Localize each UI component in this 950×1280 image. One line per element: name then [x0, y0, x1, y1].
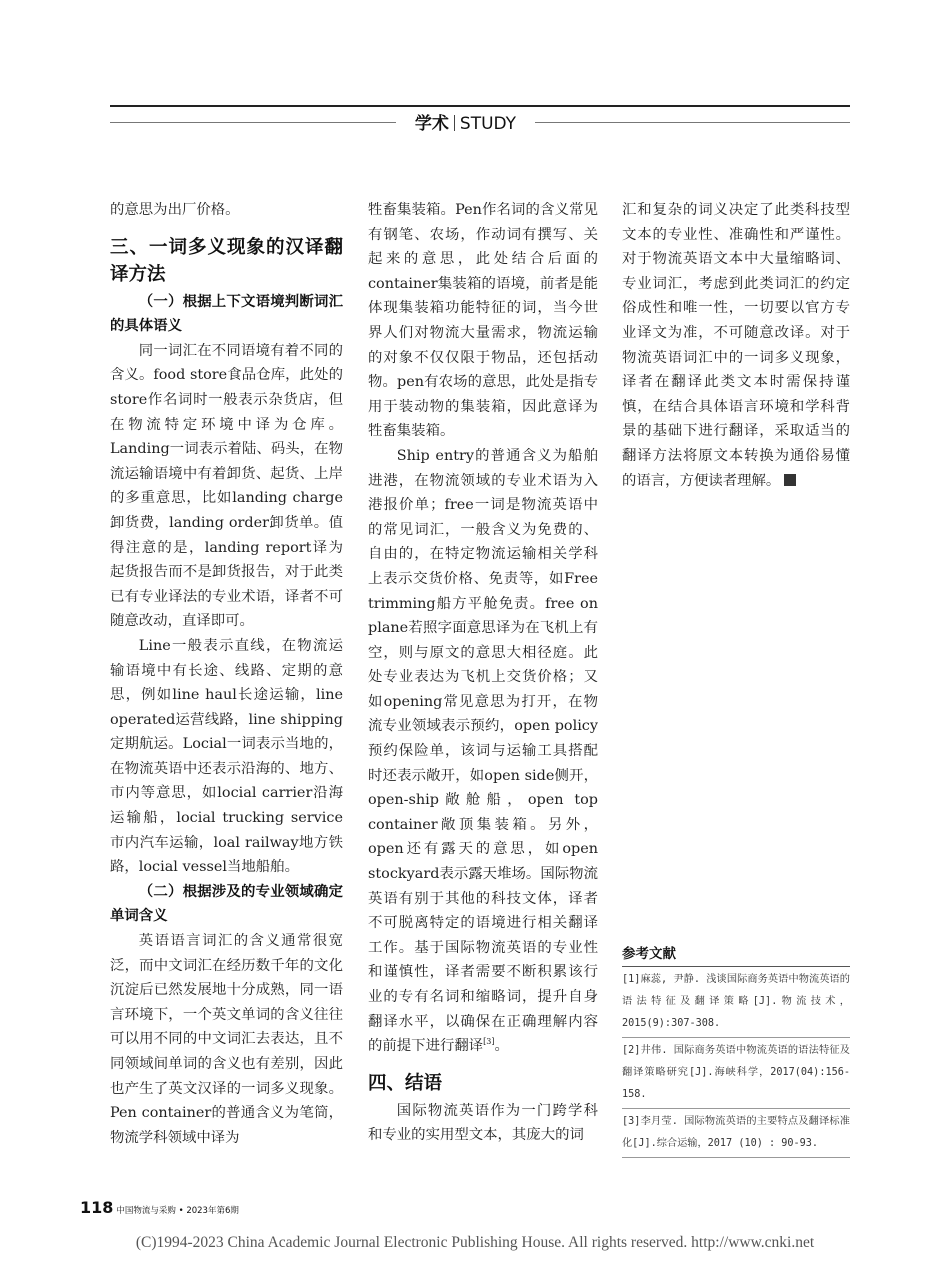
- paragraph: 英语语言词汇的含义通常很宽泛，而中文词汇在经历数千年的文化沉淀后已然发展地十分成熟，同一语言环境下，一个英文单词的含义往往可以用不同的中文词汇去表达，且不同领域间单词的含义也有差别，因此也产生了英文汉译的一词多义现象。Pen container的普通含义为笔筒，物流学科领域中译为: [110, 933, 343, 1146]
- paragraph-end: 。: [494, 1038, 509, 1055]
- section-heading-3: 三、一词多义现象的汉译翻译方法: [110, 236, 343, 285]
- copyright-notice: (C)1994-2023 China Academic Journal Electronic Publishing House. All rights reserved. http://www.cnki.net: [135, 1234, 815, 1251]
- column-3: [622, 198, 850, 498]
- paragraph: 的意思为出厂价格。: [110, 202, 240, 218]
- header-top-rule: [110, 105, 850, 107]
- section-label-en: STUDY: [459, 114, 517, 134]
- column-1: [110, 198, 343, 1163]
- reference-item: [1]麻蕊, 尹静. 浅谈国际商务英语中物流英语的语法特征及翻译策略[J].物流技术，2015(9):307-308.: [622, 967, 850, 1038]
- paragraph: [622, 198, 850, 493]
- paragraph: 同一词汇在不同语境有着不同的含义。food store食品仓库，此处的store作名词时一般表示杂货店，但在物流特定环境中译为仓库。Landing一词表示着陆、码头，在物流运输语境中有着卸货、起货、上岸的多重意思，比如landing charge卸货费，landing order卸货单。值得注意的是，landing report译为起货报告而不是卸货报告，对于此类已有专业译法的专业术语，译者不可随意改动，直译即可。: [110, 342, 343, 630]
- paragraph: Line一般表示直线，在物流运输语境中有长途、线路、定期的意思，例如line haul长途运输，line operated运营线路，line shipping定期航运。Locial一词表示当地的，在物流英语中还表示沿海的、地方、市内等意思，如locial carrier沿海运输船，locial trucking service市内汽车运输，loal railway地方铁路，locial vessel当地船舶。: [110, 637, 343, 876]
- section-label-cn: 学术: [414, 114, 449, 134]
- reference-item: [2]井伟. 国际商务英语中物流英语的语法特征及翻译策略研究[J].海峡科学，2017(04):156-158.: [622, 1038, 850, 1109]
- article-end-icon: [784, 474, 796, 486]
- paragraph-text: 汇和复杂的词义决定了此类科技型文本的专业性、准确性和严谨性。对于物流英语文本中大量缩略词、专业词汇，考虑到此类词汇的约定俗成性和唯一性，一切要以官方专业译文为准，不可随意改译。对于物流英语词汇中的一词多义现象，译者在翻译此类文本时需保持谨慎，在结合具体语言环境和学科背景的基础下进行翻译，采取适当的翻译方法将原文本转换为通俗易懂的语言，方便读者理解。: [622, 202, 850, 489]
- references-title: 参考文献: [622, 942, 850, 967]
- header-rule-right: [535, 122, 850, 123]
- section-header: [396, 109, 535, 134]
- citation-ref: [3]: [483, 1037, 495, 1047]
- paragraph-text: Ship entry的普通含义为船舶进港，在物流领域的专业术语为入港报价单；free一词是物流英语中的常见词汇，一般含义为免费的、自由的，在特定物流运输相关学科上表示交货价格、免责等，如Free trimming船方平舱免责。free on plane若照字面意思译为在飞机上有空，则与原文的意思大相径庭。此处专业表达为飞机上交货价格；又如opening常见意思为打开，在物流专业领域表示预约，open policy预约保险单，该词与运输工具搭配时还表示敞开，如open side侧开，open-ship敞舱船，open top container敞顶集装箱。另外，open还有露天的意思，如open stockyard表示露天堆场。国际物流英语有别于其他的科技文体，译者不可脱离特定的语境进行相关翻译工作。基于国际物流英语的专业性和谨慎性，译者需要不断积累该行业的专有名词和缩略词，提升自身翻译水平，以确保在正确理解内容的前提下进行翻译: [368, 447, 598, 1055]
- paragraph: 牲畜集装箱。Pen作名词的含义常见有钢笔、农场，作动词有撰写、关起来的意思，此处结合后面的container集装箱的语境，前者是能体现集装箱功能特征的词，当今世界人们对物流大量需求，物流运输的对象不仅仅限于物品，还包括动物。pen有农场的意思，此处是指专用于装动物的集装箱，因此意译为牲畜集装箱。: [368, 202, 598, 440]
- header-rule-left: [110, 122, 396, 123]
- paragraph: 国际物流英语作为一门跨学科和专业的实用型文本，其庞大的词: [368, 1102, 598, 1144]
- page-footer: [80, 1198, 239, 1217]
- reference-item: [3]李月莹. 国际物流英语的主要特点及翻译标准化[J].综合运输，2017 (10) : 90-93.: [622, 1109, 850, 1158]
- header-separator: [454, 115, 455, 131]
- column-2: [368, 198, 598, 1163]
- subheading-1: （一）根据上下文语境判断词汇的具体语义: [110, 292, 343, 335]
- journal-name: 中国物流与采购 • 2023年第6期: [116, 1206, 239, 1216]
- subheading-2: （二）根据涉及的专业领域确定单词含义: [110, 882, 343, 925]
- paragraph: [368, 444, 598, 1059]
- section-heading-4: 四、结语: [368, 1072, 443, 1094]
- page-number: 118: [80, 1198, 114, 1217]
- references: [622, 942, 850, 1158]
